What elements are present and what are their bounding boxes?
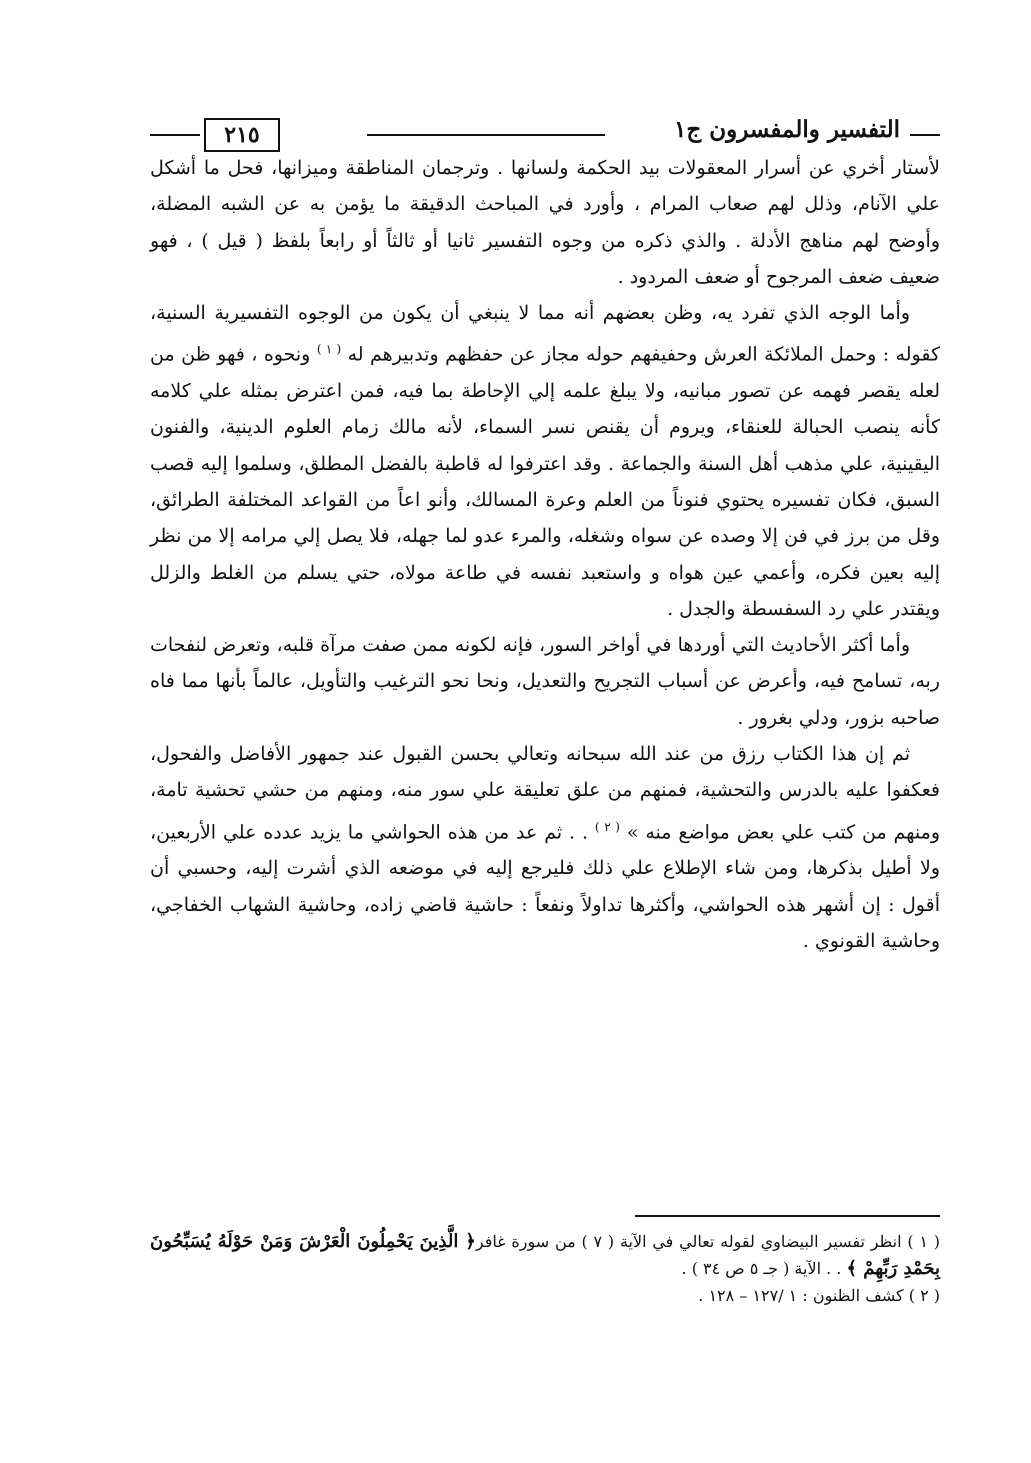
paragraph-4-part-2: . . ثم عد من هذه الحواشي ما يزيد عدده علي الأربعين، ولا أطيل بذكرها، ومن شاء الإطلاع علي ذلك فليرجع إليه في موضعه الذي أشرت إليه، وحسبي أن أقول : إن أشهر هذه الحواشي، وأكثرها تداولاً ونفعاً : حاشية قاضي زاده، وحاشية الشهاب الخفاجي، وحاشية القونوي .	[150, 821, 940, 952]
footnote-ref-1: ( ١ )	[316, 342, 342, 357]
footnote-1-intro: ( ١ ) انظر تفسير البيضاوي لقوله تعالي في الآية ( ٧ ) من سورة غافر	[475, 1232, 941, 1251]
footnote-1	[150, 1228, 940, 1282]
footnotes	[150, 1228, 940, 1309]
footnote-2: ( ٢ ) كشف الظنون : ١ /١٢٧ – ١٢٨ .	[698, 1286, 940, 1305]
paragraph-4-part-1: ثم إن هذا الكتاب رزق من عند الله سبحانه وتعالي بحسن القبول عند جمهور الأفاضل والفحول، فعكفوا عليه بالدرس والتحشية، فمنهم من علق تعليقة علي سور منه، ومنهم من حشي تحشية تامة، ومنهم من كتب علي بعض مواضع منه »	[150, 743, 940, 843]
footnote-1-tail: . . الآية ( جـ ٥ ص ٣٤ ) .	[681, 1259, 842, 1278]
paragraph-4	[150, 736, 940, 959]
main-text	[150, 150, 940, 959]
paragraph-1: لأستار أخري عن أسرار المعقولات بيد الحكمة ولسانها . وترجمان المناطقة وميزانها، فحل ما أشكل علي الآنام، وذلل لهم صعاب المرام ، وأورد في المباحث الدقيقة ما يؤمن به عن الشبه المضلة، وأوضح لهم مناهج الأدلة . والذي ذكره من وجوه التفسير ثانيا أو ثالثاً أو رابعاً بلفظ ( قيل ) ، فهو ضعيف ضعف المرجوح أو ضعف المردود .	[150, 157, 940, 288]
book-page	[150, 100, 940, 1360]
page-header	[150, 112, 940, 152]
footnote-separator	[635, 1215, 940, 1217]
page-number: ٢١٥	[204, 118, 280, 152]
footnote-1-verse: ﴿ الَّذِينَ يَحْمِلُونَ الْعَرْشَ وَمَنْ حَوْلَهُ يُسَبِّحُونَ بِحَمْدِ رَبِّهِمْ ﴾	[150, 1231, 940, 1279]
footnote-ref-2: ( ٢ )	[594, 819, 620, 834]
header-rule-right	[910, 134, 940, 136]
header-rule-left	[150, 134, 200, 136]
paragraph-2-part-2: ونحوه ، فهو ظن من لعله يقصر فهمه عن تصور مبانيه، ولا يبلغ علمه إلي الإحاطة بما فيه، فمن اعترض بمثله علي كلامه كأنه ينصب الحبالة للعنقاء، ويروم أن يقنص نسر السماء، لأنه مالك زمام العلوم الدينية، والفنون اليقينية، علي مذهب أهل السنة والجماعة . وقد اعترفوا له قاطبة بالفضل المطلق، وسلموا إليه قصب السبق، فكان تفسيره يحتوي فنوناً من العلم وعرة المسالك، وأنو اعاً من القواعد المختلفة الطرائق، وقل من برز في فن إلا وصده عن سواه وشغله، والمرء عدو لما جهله، فلا يصل إلي مرامه إلا من نظر إليه بعين فكره، وأعمي عين هواه و واستعبد نفسه في طاعة مولاه، حتي يسلم من الغلط والزلل ويقتدر علي رد السفسطة والجدل .	[150, 343, 940, 620]
running-title: التفسير والمفسرون ج١	[674, 116, 900, 143]
header-rule-middle	[367, 134, 605, 136]
paragraph-3: وأما أكثر الأحاديث التي أوردها في أواخر السور، فإنه لكونه ممن صفت مرآة قلبه، وتعرض لنفحات ربه، تسامح فيه، وأعرض عن أسباب التجريح والتعديل، ونحا نحو الترغيب والتأويل، عالماً بأنها مما فاه صاحبه بزور، ودلي بغرور .	[150, 634, 940, 729]
paragraph-2-part-1: وأما الوجه الذي تفرد يه، وظن بعضهم أنه مما لا ينبغي أن يكون من الوجوه التفسيرية السنية، كقوله : وحمل الملائكة العرش وحفيفهم حوله مجاز عن حفظهم وتدبيرهم له	[150, 302, 941, 366]
paragraph-2	[150, 295, 940, 627]
